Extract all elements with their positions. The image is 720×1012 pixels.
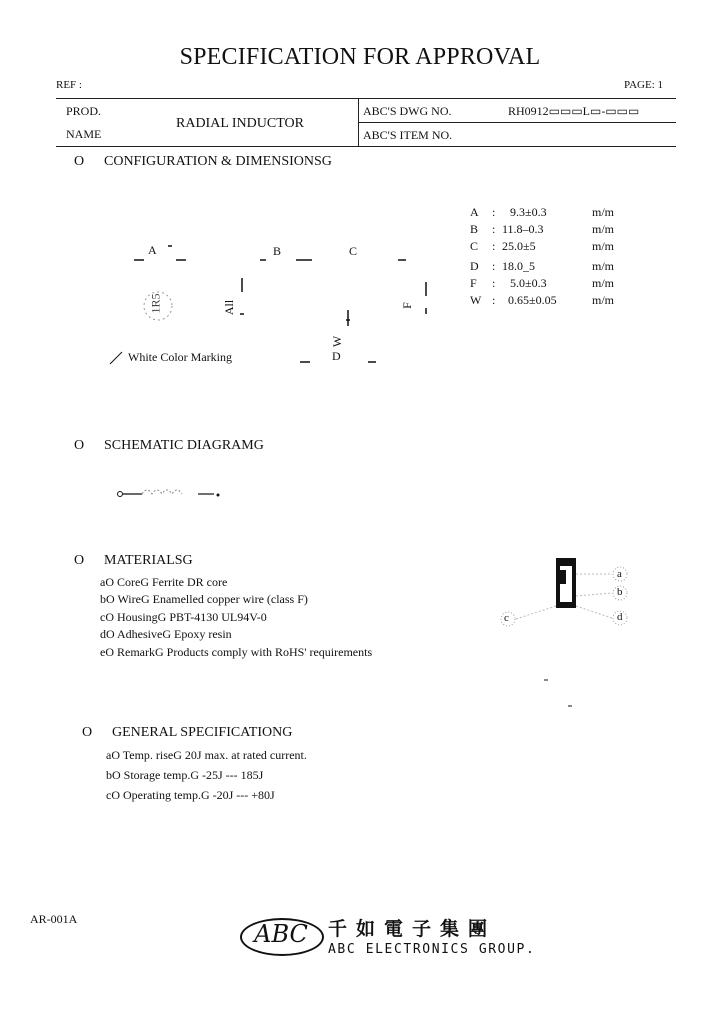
dim-value: 18.0_5 xyxy=(502,259,535,273)
section-bullet: O xyxy=(74,154,85,169)
dim-unit: m/m xyxy=(592,276,615,290)
drawing-label-d: D xyxy=(332,349,341,363)
material-item: dO AdhesiveG Epoxy resin xyxy=(100,627,232,641)
dim-sep: : xyxy=(492,259,496,273)
section-bullet: O xyxy=(74,438,85,453)
dim-label: D xyxy=(470,259,479,273)
page-title: SPECIFICATION FOR APPROVAL xyxy=(179,44,541,70)
section-bullet: O xyxy=(82,725,93,740)
dim-label: F xyxy=(470,276,477,290)
diagram-label-d: d xyxy=(617,611,623,623)
product-name: RADIAL INDUCTOR xyxy=(176,116,304,131)
dim-sep: : xyxy=(492,205,496,219)
form-code: AR-001A xyxy=(30,912,78,926)
dim-sep: : xyxy=(492,276,496,290)
drawing-label-c: C xyxy=(349,244,358,258)
dim-all-marks xyxy=(240,278,244,314)
material-item: aO CoreG Ferrite DR core xyxy=(100,575,228,589)
material-item: eO RemarkG Products comply with RoHS' requirements xyxy=(100,645,373,659)
marking-code: 1R5 xyxy=(148,293,163,314)
drawing-label-f: F xyxy=(399,302,414,309)
dim-value: 0.65±0.05 xyxy=(508,293,557,307)
item-label: ABC'S ITEM NO. xyxy=(363,128,453,142)
logo-text: ABC xyxy=(254,920,308,948)
dim-sep: : xyxy=(492,222,496,236)
table-divider xyxy=(358,98,359,146)
drawing-label-w: W xyxy=(330,335,345,348)
dwg-label: ABC'S DWG NO. xyxy=(363,104,452,118)
dim-unit: m/m xyxy=(592,239,615,253)
prod-label: PROD. xyxy=(66,104,102,118)
dim-label: C xyxy=(470,239,479,253)
drawing-label-b: B xyxy=(273,244,282,258)
dim-unit: m/m xyxy=(592,293,615,307)
table-top-border xyxy=(56,98,676,99)
drawing-label-all: All xyxy=(222,299,237,316)
marking-leader xyxy=(110,352,122,364)
dim-unit: m/m xyxy=(592,205,615,219)
ref-label: REF : xyxy=(56,79,82,91)
marking-note: White Color Marking xyxy=(128,350,232,364)
lead-marks xyxy=(346,310,350,326)
dim-sep: : xyxy=(492,293,496,307)
schematic-heading xyxy=(74,438,264,454)
general-item: aO Temp. riseG 20J max. at rated current. xyxy=(106,748,307,762)
drawing-label-a: A xyxy=(148,243,157,257)
dim-unit: m/m xyxy=(592,222,615,236)
material-item: cO HousingG PBT-4130 UL94V-0 xyxy=(100,610,267,624)
dim-unit: m/m xyxy=(592,259,615,273)
dim-value: 25.0±5 xyxy=(502,239,536,253)
configuration-heading xyxy=(74,154,332,170)
materials-title: MATERIALSG xyxy=(104,553,193,568)
page-label: PAGE: 1 xyxy=(624,79,664,91)
name-label: NAME xyxy=(66,127,102,141)
dim-value: 9.3±0.3 xyxy=(510,205,547,219)
dim-a-arrows xyxy=(134,246,186,260)
general-heading xyxy=(82,725,292,741)
diagram-label-a: a xyxy=(617,568,622,580)
dim-label: A xyxy=(470,205,479,219)
dim-sep: : xyxy=(492,239,496,253)
diagram-label-b: b xyxy=(617,586,623,598)
dim-value: 5.0±0.3 xyxy=(510,276,547,290)
dwg-value: RH0912▭▭▭L▭-▭▭▭ xyxy=(508,104,640,118)
dim-label: W xyxy=(470,293,482,307)
configuration-title: CONFIGURATION & DIMENSIONSG xyxy=(104,154,332,169)
general-item: bO Storage temp.G -25J --- 185J xyxy=(106,768,264,782)
table-bottom-border xyxy=(56,146,676,147)
materials-heading xyxy=(74,553,193,569)
company-name-chinese: 千如電子集團 xyxy=(328,918,497,940)
company-name-english: ABC ELECTRONICS GROUP. xyxy=(328,942,536,957)
general-item: cO Operating temp.G -20J --- +80J xyxy=(106,788,275,802)
diagram-label-c: c xyxy=(504,612,509,624)
dim-value: 11.8–0.3 xyxy=(502,222,544,236)
schematic-title: SCHEMATIC DIAGRAMG xyxy=(104,438,264,453)
dim-label: B xyxy=(470,222,479,236)
table-mid-border xyxy=(358,122,676,123)
material-item: bO WireG Enamelled copper wire (class F) xyxy=(100,592,308,606)
inductor-symbol xyxy=(114,484,224,504)
materials-diagram xyxy=(496,556,646,716)
general-title: GENERAL SPECIFICATIONG xyxy=(112,725,293,740)
section-bullet: O xyxy=(74,553,85,568)
